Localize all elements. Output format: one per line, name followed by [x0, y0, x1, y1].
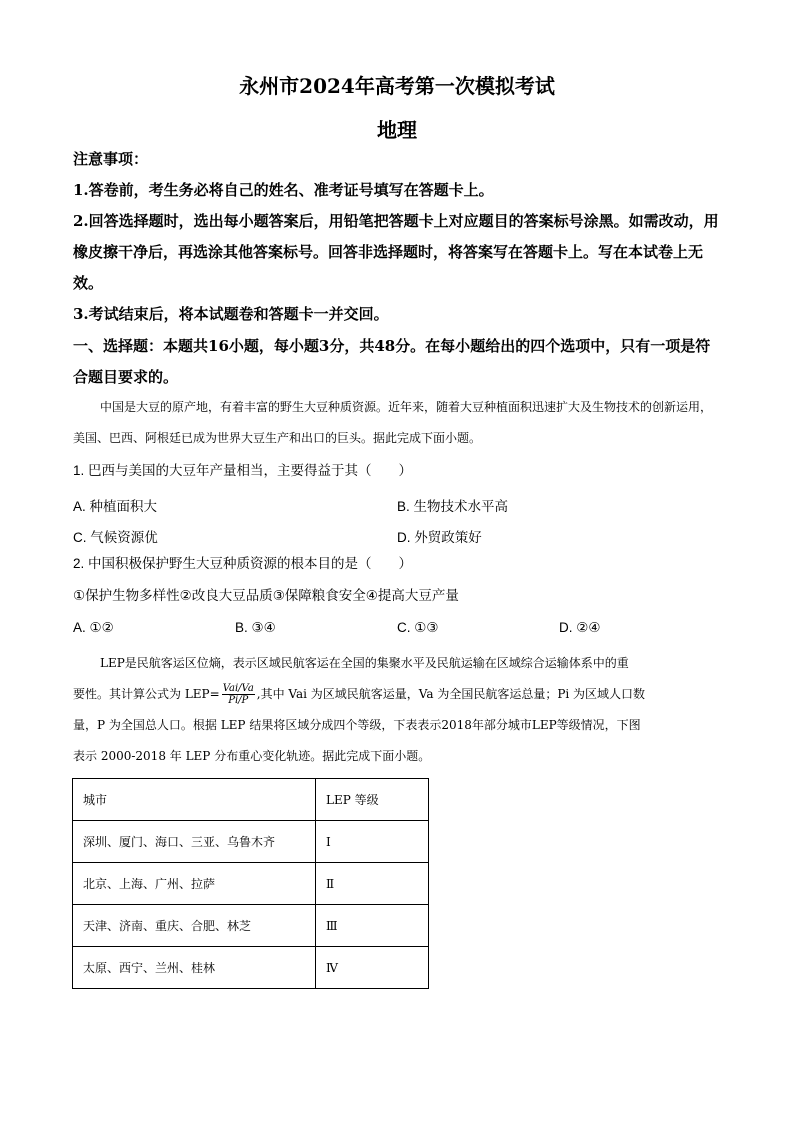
table-row: [73, 905, 429, 947]
notice-item-2: 2.回答选择题时，选出每小题答案后，用铅笔把答题卡上对应题目的答案标号涂黑。如需改动，用橡皮擦干净后，再选涂其他答案标号。回答非选择题时，将答案写在答题卡上。写在本试卷上无效。: [73, 212, 719, 292]
table-header-row: [73, 779, 429, 821]
question-1-stem: 1. 巴西与美国的大豆年产量相当，主要得益于其（ ）: [73, 463, 413, 478]
q1-option-d[interactable]: D. 外贸政策好: [397, 530, 482, 545]
cell-level: Ⅱ: [316, 863, 429, 905]
passage-lep-line-4: 表示 2000-2018 年 LEP 分布重心变化轨迹。据此完成下面小题。: [73, 749, 431, 763]
q2-option-d[interactable]: D. ②④: [559, 620, 601, 635]
formula-definition: ,其中 Vai 为区域民航客运量，Va 为全国民航客运总量；Pi 为区域人口数: [256, 687, 646, 701]
header-lep-level: LEP 等级: [316, 779, 429, 821]
passage-lep: [73, 648, 723, 772]
formula-intro: 要性。其计算公式为 LEP=: [73, 687, 220, 701]
passage-soybean: 中国是大豆的原产地，有着丰富的野生大豆种质资源。近年来，随着大豆种植面积迅速扩大及生物技术的创新运用，美国、巴西、阿根廷已成为世界大豆生产和出口的巨头。据此完成下面小题。: [73, 400, 713, 445]
q1-option-a[interactable]: A. 种植面积大: [73, 499, 158, 514]
table-row: [73, 821, 429, 863]
notice-item-1: 1.答卷前，考生务必将自己的姓名、准考证号填写在答题卡上。: [73, 181, 494, 199]
table-row: [73, 947, 429, 989]
passage-lep-line-2: [73, 679, 723, 710]
cell-level: Ⅰ: [316, 821, 429, 863]
exam-title: 永州市2024年高考第一次模拟考试: [239, 74, 555, 98]
formula-denominator: Pi/P: [228, 695, 249, 706]
q1-option-b[interactable]: B. 生物技术水平高: [397, 499, 509, 514]
formula-numerator: Vai/Va: [222, 683, 254, 694]
cell-cities: 深圳、厦门、海口、三亚、乌鲁木齐: [73, 821, 316, 863]
q2-option-c[interactable]: C. ①③: [397, 620, 439, 635]
section-heading: 一、选择题：本题共16小题，每小题3分，共48分。在每小题给出的四个选项中，只有一项是符合题目要求的。: [73, 337, 711, 386]
lep-table: [72, 778, 429, 989]
cell-cities: 太原、西宁、兰州、桂林: [73, 947, 316, 989]
cell-cities: 天津、济南、重庆、合肥、林芝: [73, 905, 316, 947]
table-row: [73, 863, 429, 905]
passage-lep-line-1: LEP是民航客运区位熵，表示区域民航客运在全国的集聚水平及民航运输在区域综合运输体系中的重: [100, 656, 629, 670]
cell-cities: 北京、上海、广州、拉萨: [73, 863, 316, 905]
notice-item-3: 3.考试结束后，将本试题卷和答题卡一并交回。: [73, 305, 389, 323]
header-city: 城市: [73, 779, 316, 821]
question-2-choices: ①保护生物多样性②改良大豆品质③保障粮食安全④提高大豆产量: [73, 588, 459, 603]
exam-subject: 地理: [377, 118, 417, 142]
cell-level: Ⅳ: [316, 947, 429, 989]
cell-level: Ⅲ: [316, 905, 429, 947]
question-2-stem: 2. 中国积极保护野生大豆种质资源的根本目的是（ ）: [73, 556, 413, 571]
q2-option-a[interactable]: A. ①②: [73, 620, 114, 635]
passage-lep-line-3: 量，P 为全国总人口。根据 LEP 结果将区域分成四个等级，下表表示2018年部分城市LEP等级情况，下图: [73, 718, 641, 732]
notice-heading: 注意事项：: [73, 150, 149, 168]
q1-option-c[interactable]: C. 气候资源优: [73, 530, 158, 545]
q2-option-b[interactable]: B. ③④: [235, 620, 276, 635]
lep-formula: [222, 683, 255, 706]
